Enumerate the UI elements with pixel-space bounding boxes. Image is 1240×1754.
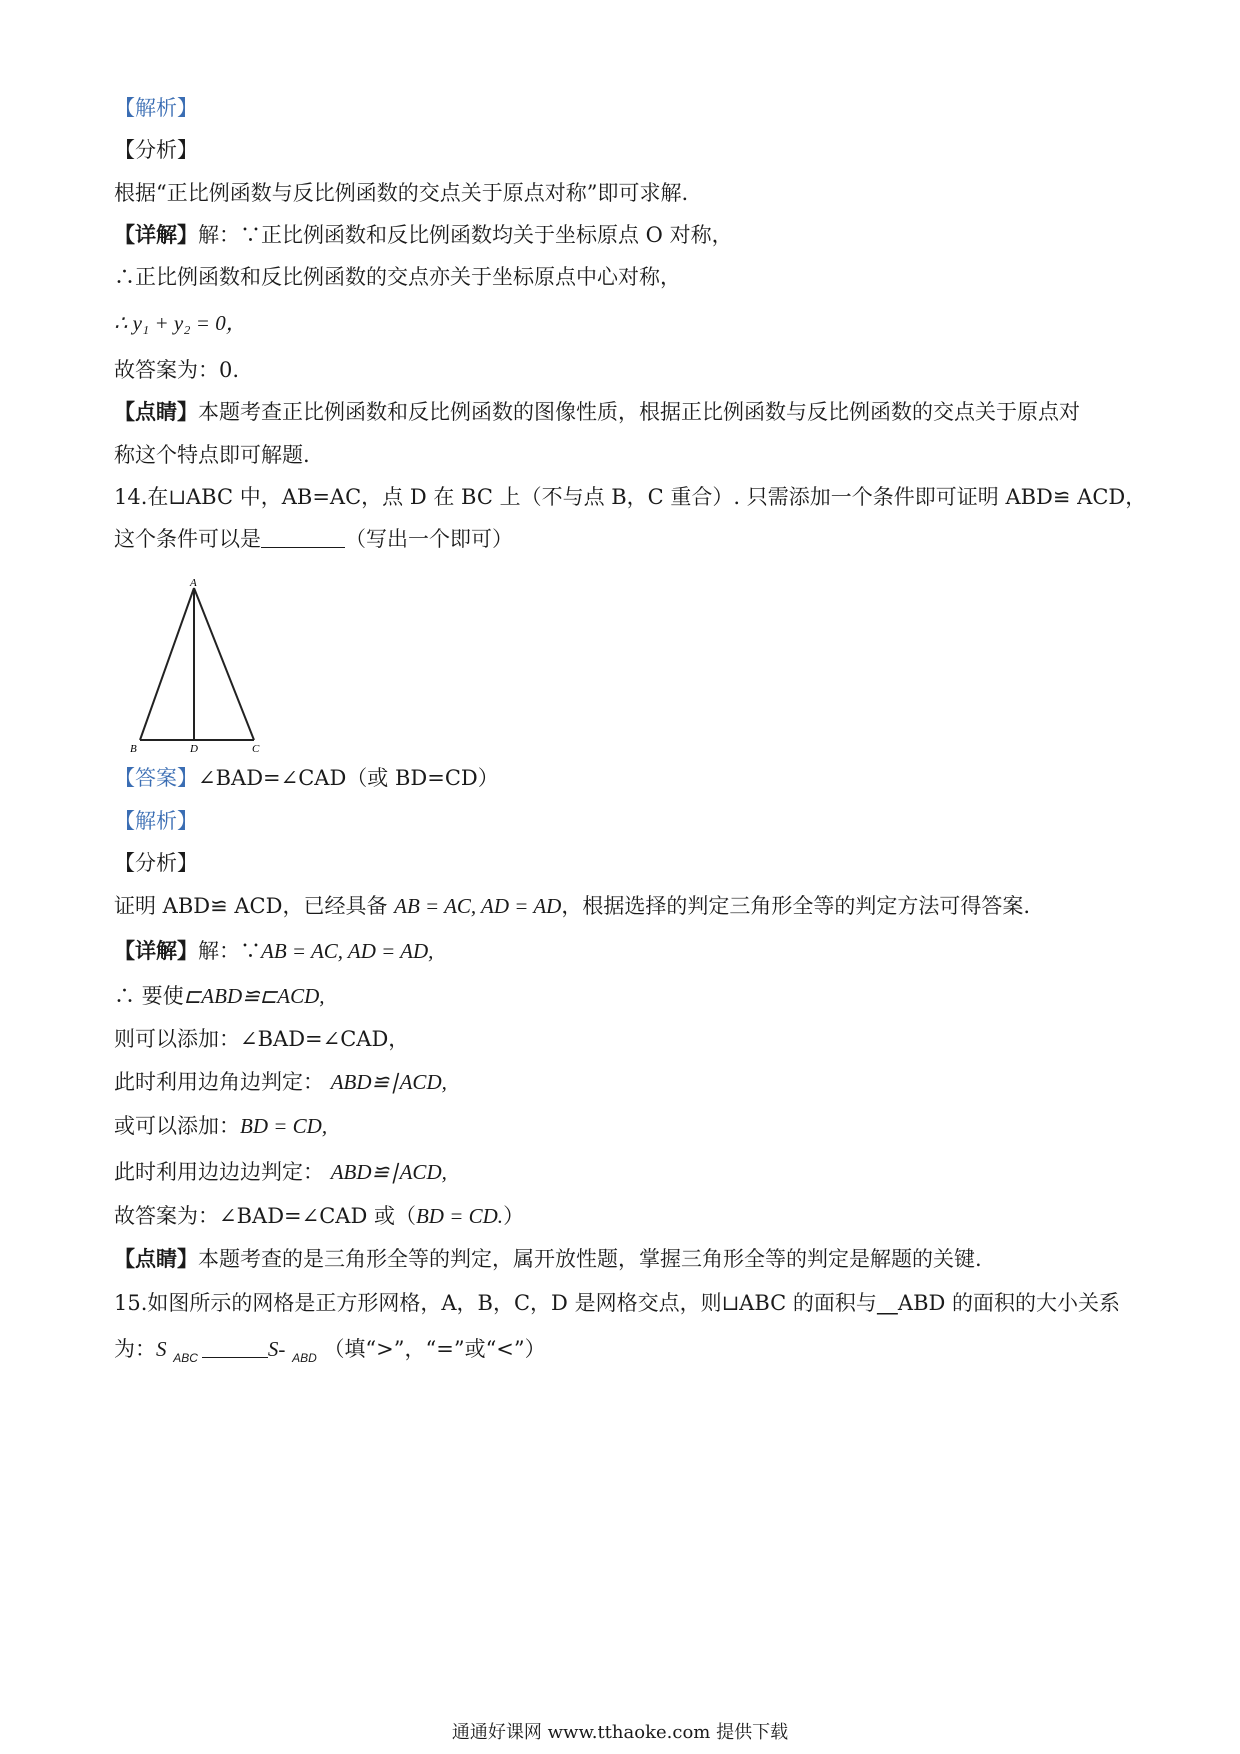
point-a-label: A <box>190 577 197 589</box>
detail-14-6-math: ABD≌∣ACD, <box>330 1160 447 1184</box>
detail-14-4-prefix: 此时利用边角边判定： <box>114 1070 331 1094</box>
question-15-suffix: （填“>”，“=”或“<”） <box>323 1337 546 1361</box>
question-15-line-2 <box>114 1334 1134 1373</box>
detail-text: 解：∵正比例函数和反比例函数均关于坐标原点 O 对称， <box>198 223 733 247</box>
detail-14-line-4 <box>114 1067 1134 1097</box>
detail-line-1 <box>114 220 1134 250</box>
answer-14-final-prefix: 故答案为：∠BAD=∠CAD 或（ <box>114 1204 416 1228</box>
question-14-prefix: 这个条件可以是 <box>114 527 261 551</box>
question-14-suffix: （写出一个即可） <box>345 527 513 551</box>
detail-label: 【详解】 <box>114 222 198 247</box>
area-symbol-abc: S <box>156 1337 167 1361</box>
detail-14-5-math: BD = CD, <box>240 1114 328 1138</box>
detail-14-prefix: 解：∵ <box>198 939 261 963</box>
side-ac <box>194 588 254 740</box>
answer-14-line <box>114 763 1134 793</box>
comment-14-label: 【点睛】 <box>114 1246 198 1271</box>
analysis-14-text <box>114 891 1134 921</box>
point-d-label: D <box>190 743 198 752</box>
question-14-line-1: 14.在⊔ABC 中，AB=AC，点 D 在 BC 上（不与点 B，C 重合）. 只需添加一个条件即可证明 ABD≌ ACD， <box>114 485 1147 509</box>
answer-14-final-suffix: ） <box>503 1204 525 1228</box>
equation-line: ∴ y₁ + y₂ = 0， <box>114 311 247 335</box>
detail-14-6-prefix: 此时利用边边边判定： <box>114 1160 331 1184</box>
comment-14-line <box>114 1244 1134 1274</box>
answer-label: 【答案】 <box>114 766 198 790</box>
triangle-figure <box>124 572 274 752</box>
answer-14-final <box>114 1201 1134 1231</box>
area-subscript-abc: ABC <box>173 1351 198 1365</box>
comment-14-text: 本题考查的是三角形全等的判定，属开放性题，掌握三角形全等的判定是解题的关键. <box>198 1247 982 1271</box>
detail-14-label: 【详解】 <box>114 938 198 963</box>
comment-line-2: 称这个特点即可解题. <box>114 443 310 467</box>
analysis-14-suffix: ，根据选择的判定三角形全等的判定方法可得答案. <box>561 894 1031 918</box>
detail-line-2: ∴正比例函数和反比例函数的交点亦关于坐标原点中心对称， <box>114 265 681 289</box>
detail-14-4-math: ABD≌∣ACD, <box>330 1070 447 1094</box>
area-symbol-abd: S- <box>267 1337 286 1361</box>
area-subscript-abd: ABD <box>292 1351 317 1365</box>
section-heading-analysis-14: 【解析】 <box>114 809 198 833</box>
answer-blank <box>261 525 345 548</box>
comparison-blank <box>202 1335 268 1358</box>
section-heading-analysis: 【解析】 <box>114 96 198 120</box>
detail-14-line-6 <box>114 1157 1134 1187</box>
detail-14-2-prefix: ∴ 要使 <box>114 984 184 1008</box>
detail-14-2-math: ⊏ABD≌⊏ACD, <box>183 984 325 1008</box>
question-14-line-2 <box>114 524 1134 554</box>
point-c-label: C <box>252 743 260 752</box>
detail-14-math: AB = AC, AD = AD, <box>261 939 434 963</box>
page-footer: 通通好课网 www.tthaoke.com 提供下载 <box>451 1722 789 1743</box>
analysis-14-prefix: 证明 ABD≌ ACD，已经具备 <box>114 894 395 918</box>
detail-14-line-2 <box>114 981 1134 1011</box>
section-heading-fenxi-14: 【分析】 <box>114 851 198 875</box>
comment-label: 【点睛】 <box>114 399 198 424</box>
detail-14-5-prefix: 或可以添加： <box>114 1114 240 1138</box>
analysis-text: 根据“正比例函数与反比例函数的交点关于原点对称”即可求解. <box>114 181 689 205</box>
comment-line-1 <box>114 397 1134 427</box>
side-ab <box>140 588 194 740</box>
detail-14-line-3: 则可以添加：∠BAD=∠CAD， <box>114 1027 410 1051</box>
point-b-label: B <box>130 743 137 752</box>
section-heading-fenxi: 【分析】 <box>114 138 198 162</box>
analysis-14-math: AB = AC, AD = AD <box>394 894 562 918</box>
question-15-line-1: 15.如图所示的网格是正方形网格，A，B，C，D 是网格交点，则⊔ABC 的面积与⎽ABD 的面积的大小关系 <box>114 1291 1121 1315</box>
detail-14-line-1 <box>114 936 1134 966</box>
answer-text: ∠BAD=∠CAD（或 BD=CD） <box>198 766 499 790</box>
question-15-prefix: 为： <box>114 1337 156 1361</box>
answer-14-final-math: BD = CD. <box>415 1204 504 1228</box>
detail-14-line-5 <box>114 1111 1134 1141</box>
answer-line: 故答案为：0. <box>114 358 240 382</box>
comment-text: 本题考查正比例函数和反比例函数的图像性质，根据正比例函数与反比例函数的交点关于原点对 <box>198 400 1080 424</box>
